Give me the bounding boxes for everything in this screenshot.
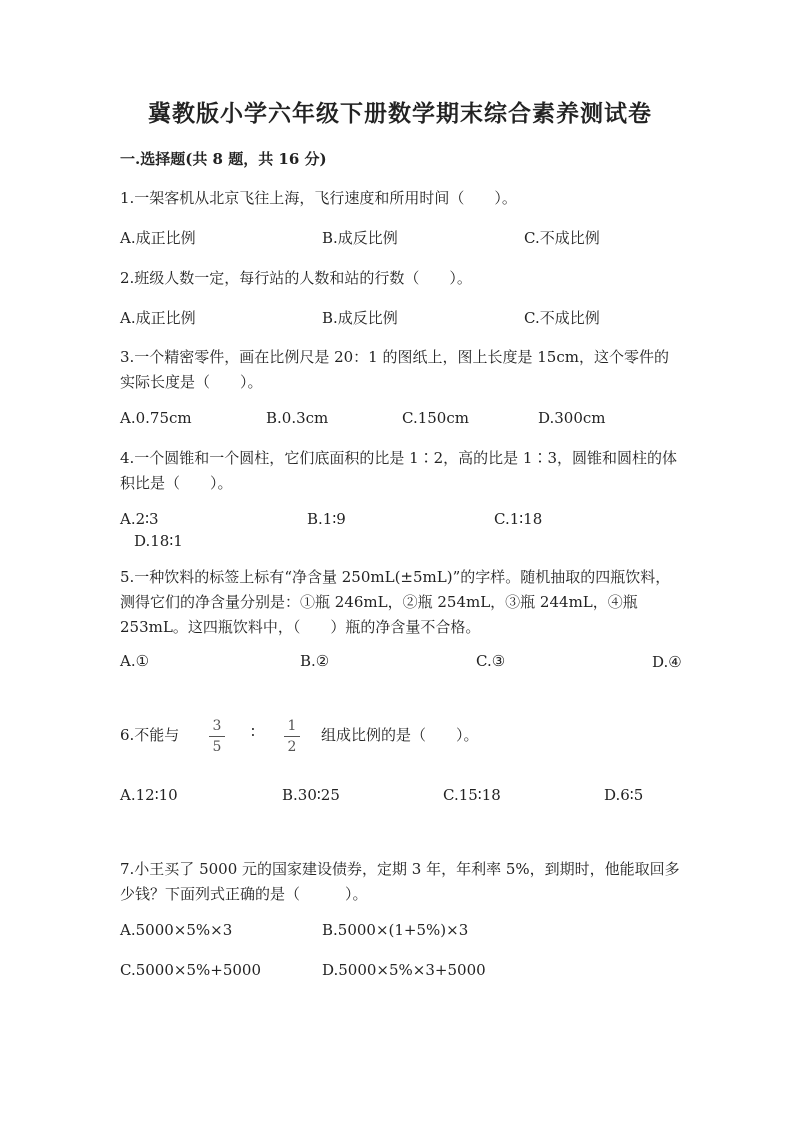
question-5-stem: 5.一种饮料的标签上标有“净含量 250mL(±5mL)”的字样。随机抽取的四瓶饮料，测得它们的净含量分别是：①瓶 246mL，②瓶 254mL，③瓶 244mL，④瓶 253mL。这四瓶饮料中，（ ）瓶的净含量不合格。 bbox=[120, 568, 671, 636]
question-6-option-a[interactable]: A.12∶10 bbox=[120, 786, 178, 804]
question-2-option-a[interactable]: A.成正比例 bbox=[120, 309, 196, 327]
fraction-1-denominator: 5 bbox=[212, 739, 222, 755]
question-4-option-b[interactable]: B.1∶9 bbox=[307, 510, 346, 528]
question-7-stem: 7.小王买了 5000 元的国家建设债券，定期 3 年，年利率 5%，到期时，他能取回多少钱？下面列式正确的是（ ）。 bbox=[120, 860, 680, 903]
question-3-option-d[interactable]: D.300cm bbox=[538, 409, 606, 427]
fraction-2-bar bbox=[284, 736, 300, 737]
question-6-stem-suffix: 组成比例的是（ ）。 bbox=[321, 726, 479, 744]
question-1-stem: 1.一架客机从北京飞往上海，飞行速度和所用时间（ ）。 bbox=[120, 189, 517, 207]
question-2-option-b[interactable]: B.成反比例 bbox=[322, 309, 398, 327]
question-6-colon: ∶ bbox=[251, 723, 255, 741]
fraction-2-numerator: 1 bbox=[287, 718, 297, 734]
question-1-option-a[interactable]: A.成正比例 bbox=[120, 229, 196, 247]
question-5-option-b[interactable]: B.② bbox=[300, 652, 330, 670]
question-6-option-d[interactable]: D.6∶5 bbox=[604, 786, 644, 804]
question-3-option-a[interactable]: A.0.75cm bbox=[120, 409, 192, 427]
question-4-option-d[interactable]: D.18∶1 bbox=[134, 532, 183, 550]
section-heading: 一.选择题(共 8 题，共 16 分) bbox=[120, 150, 327, 168]
fraction-2-denominator: 2 bbox=[287, 739, 297, 755]
question-5-option-c[interactable]: C.③ bbox=[476, 652, 506, 670]
question-7-option-c[interactable]: C.5000×5%+5000 bbox=[120, 961, 261, 979]
question-4-stem: 4.一个圆锥和一个圆柱，它们底面积的比是 1∶2，高的比是 1∶3，圆锥和圆柱的体积比是（ ）。 bbox=[120, 449, 678, 492]
question-6-option-c[interactable]: C.15∶18 bbox=[443, 786, 501, 804]
question-1-option-c[interactable]: C.不成比例 bbox=[524, 229, 600, 247]
question-6-fraction-2 bbox=[284, 717, 300, 756]
fraction-1-numerator: 3 bbox=[212, 718, 222, 734]
question-2-stem: 2.班级人数一定，每行站的人数和站的行数（ ）。 bbox=[120, 269, 472, 287]
question-7-option-d[interactable]: D.5000×5%×3+5000 bbox=[322, 961, 486, 979]
question-3-stem: 3.一个精密零件，画在比例尺是 20：1 的图纸上，图上长度是 15cm，这个零件的实际长度是（ ）。 bbox=[120, 348, 669, 391]
question-7-option-a[interactable]: A.5000×5%×3 bbox=[120, 921, 233, 939]
question-3-option-b[interactable]: B.0.3cm bbox=[266, 409, 329, 427]
question-5-option-a[interactable]: A.① bbox=[120, 652, 150, 670]
fraction-1-bar bbox=[209, 736, 225, 737]
question-3-option-c[interactable]: C.150cm bbox=[402, 409, 469, 427]
question-4-option-c[interactable]: C.1∶18 bbox=[494, 510, 543, 528]
question-1-option-b[interactable]: B.成反比例 bbox=[322, 229, 398, 247]
question-6-stem-prefix: 6.不能与 bbox=[120, 726, 180, 744]
question-6-fraction-1 bbox=[209, 717, 225, 756]
question-6-option-b[interactable]: B.30∶25 bbox=[282, 786, 340, 804]
question-4-option-a[interactable]: A.2∶3 bbox=[120, 510, 159, 528]
page-title: 冀教版小学六年级下册数学期末综合素养测试卷 bbox=[148, 100, 652, 127]
question-2-option-c[interactable]: C.不成比例 bbox=[524, 309, 600, 327]
question-5-option-d[interactable]: D.④ bbox=[652, 653, 682, 671]
question-7-option-b[interactable]: B.5000×(1+5%)×3 bbox=[322, 921, 469, 939]
